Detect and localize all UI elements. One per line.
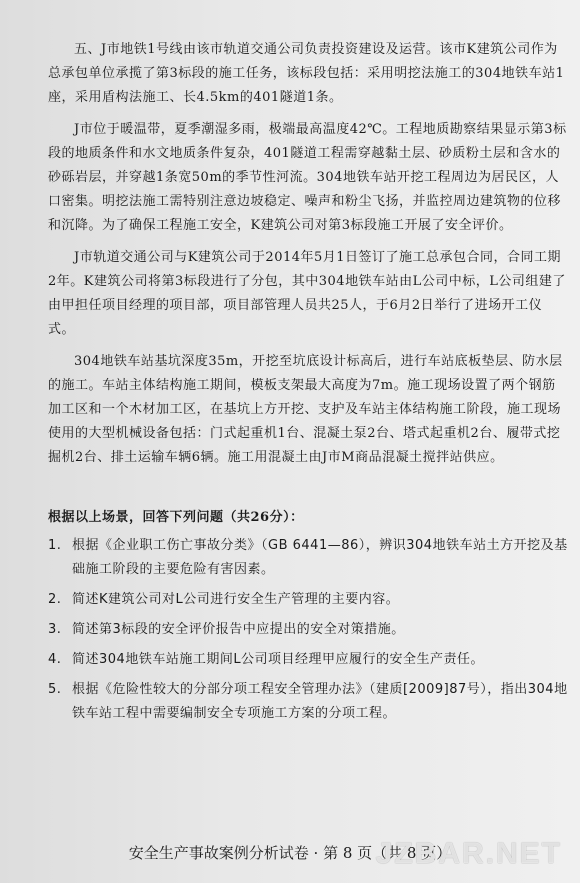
questions-heading: 根据以上场景，回答下列问题（共26分）：: [48, 510, 304, 525]
question-text: 简述304地铁车站施工期间L公司项目经理甲应履行的安全生产责任。: [72, 652, 485, 667]
question-number: 1.: [48, 538, 62, 553]
question-text: 根据《企业职工伤亡事故分类》（GB 6441—86），辨识304地铁车站土方开挖及基础施工阶段的主要危险有害因素。: [72, 538, 568, 577]
scenario-paragraph-4: 304地铁车站基坑深度35m，开挖至坑底设计标高后，进行车站底板垫层、防水层的施工。车站主体结构施工期间，模板支架最大高度为7m。施工现场设置了两个钢筋加工区和一个木材加工区，在基坑上方开挖、支护及车站主体结构施工阶段，施工现场使用的大型机械设备包括：门式起重机1台、混凝土泵2台、塔式起重机2台、履带式挖掘机2台、排土运输车辆6辆。施工用混凝土由J市M商品混凝土搅拌站供应。: [48, 354, 563, 465]
scenario-paragraph-1: 五、J市地铁1号线由该市轨道交通公司负责投资建设及运营。该市K建筑公司作为总承包单位承揽了第3标段的施工任务，该标段包括：采用明挖法施工的304地铁车站1座，采用盾构法施工、长4.5km的401隧道1条。: [48, 42, 565, 105]
scenario-paragraph-2: J市位于暖温带，夏季潮湿多雨，极端最高温度42℃。工程地质勘察结果显示第3标段的地质条件和水文地质条件复杂，401隧道工程需穿越黏土层、砂质粉土层和含水的砂砾岩层，并穿越1条宽50m的季节性河流。304地铁车站开挖工程周边为居民区，人口密集。明挖法施工需特别注意边坡稳定、噪声和粉尘飞扬，并监控周边建筑物的位移和沉降。为了确保工程施工安全，K建筑公司对第3标段施工开展了安全评价。: [48, 122, 567, 233]
page-footer: 安全生产事故案例分析试卷 · 第 8 页（共 8 页）: [128, 844, 452, 862]
question-number: 3.: [48, 622, 62, 637]
watermark: JZBAR.NET: [375, 837, 562, 870]
question-number: 5.: [48, 682, 62, 697]
question-1: [48, 534, 568, 582]
question-number: 4.: [48, 652, 62, 667]
question-number: 2.: [48, 592, 62, 607]
question-5: [48, 678, 568, 726]
question-3: [48, 618, 568, 642]
document-content: [48, 38, 568, 732]
question-text: 简述K建筑公司对L公司进行安全生产管理的主要内容。: [72, 592, 400, 607]
question-2: [48, 588, 568, 612]
question-4: [48, 648, 568, 672]
question-text: 根据《危险性较大的分部分项工程安全管理办法》（建质[2009]87号），指出304地铁车站工程中需要编制安全专项施工方案的分项工程。: [72, 682, 568, 721]
scenario-paragraph-3: J市轨道交通公司与K建筑公司于2014年5月1日签订了施工总承包合同，合同工期2年。K建筑公司将第3标段进行了分包，其中304地铁车站由L公司中标，L公司组建了由甲担任项目经理的项目部，项目部管理人员共25人，于6月2日举行了进场开工仪式。: [48, 250, 566, 337]
question-text: 简述第3标段的安全评价报告中应提出的安全对策措施。: [72, 622, 405, 637]
